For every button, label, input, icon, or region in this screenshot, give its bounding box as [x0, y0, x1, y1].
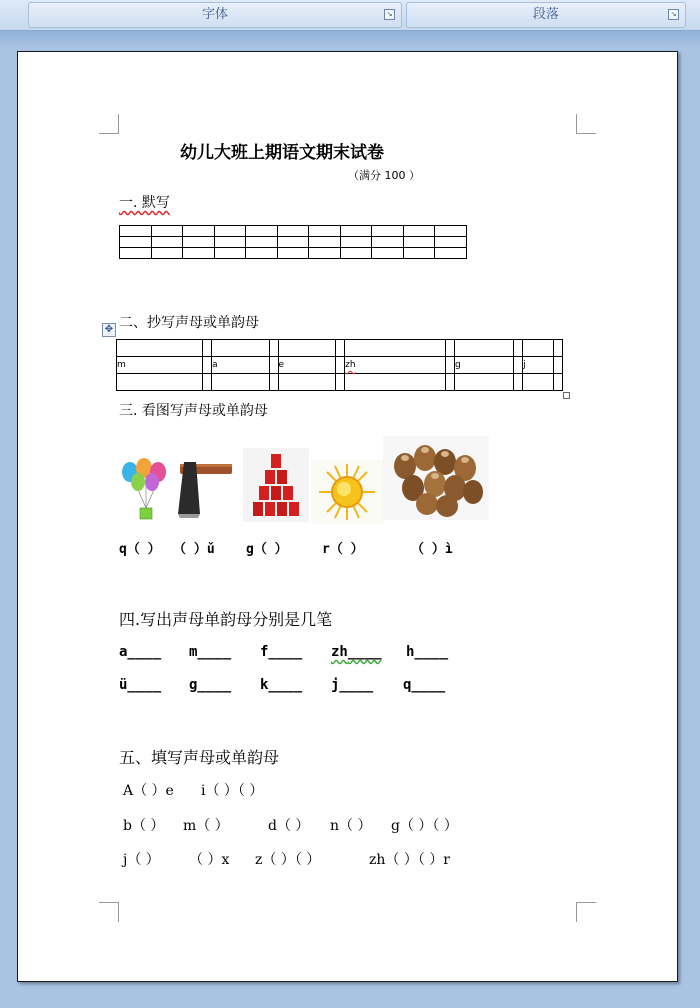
letter-cell-g[interactable]: g — [454, 357, 513, 374]
hazelnuts-image[interactable] — [383, 436, 489, 520]
font-group[interactable] — [28, 2, 402, 28]
answer-u[interactable]: （ ）ǔ — [173, 542, 215, 557]
fill-x[interactable]: （ ）x — [189, 852, 230, 868]
letter-cell-m[interactable]: m — [117, 357, 203, 374]
fill-d[interactable]: d（ ） — [268, 818, 310, 834]
paragraph-group[interactable] — [406, 2, 686, 28]
stroke-g[interactable]: g____ — [189, 677, 232, 693]
margin-corner-top-right — [576, 114, 596, 134]
answer-g[interactable]: g（ ） — [246, 542, 288, 557]
section4-heading[interactable]: 四.写出声母单韵母分别是几笔 — [119, 610, 333, 629]
fill-m[interactable]: m（ ） — [183, 818, 229, 834]
answer-i[interactable]: （ ）ì — [411, 542, 453, 557]
page-subtitle[interactable]: （满分 100 ） — [348, 169, 420, 182]
section1-heading[interactable]: 一. 默写 — [119, 195, 170, 211]
font-dialog-launcher-icon[interactable]: ↘ — [384, 9, 395, 20]
fill-i[interactable]: i（ ）（ ） — [201, 783, 264, 799]
sun-image[interactable] — [311, 460, 383, 524]
answer-q[interactable]: q（ ） — [119, 542, 161, 557]
section5-heading[interactable]: 五、填写声母或单韵母 — [119, 748, 280, 767]
balloons-image[interactable] — [118, 458, 174, 520]
fill-zh[interactable]: zh（ ）（ ）r — [369, 852, 450, 868]
stroke-zh[interactable]: zh____ — [331, 644, 382, 660]
cans-tower-image[interactable] — [243, 448, 309, 522]
answer-r[interactable]: r（ ） — [322, 542, 364, 557]
stroke-k[interactable]: k____ — [260, 677, 303, 693]
fill-z[interactable]: z（ ）（ ） — [255, 852, 321, 868]
document-page[interactable] — [17, 51, 678, 982]
stroke-f[interactable]: f____ — [260, 644, 303, 660]
workspace-background — [0, 31, 700, 47]
stroke-u[interactable]: ü____ — [119, 677, 162, 693]
stroke-j[interactable]: j____ — [331, 677, 374, 693]
dictation-table[interactable] — [119, 225, 467, 259]
axe-image[interactable] — [176, 456, 234, 520]
stroke-m[interactable]: m____ — [189, 644, 232, 660]
stroke-q[interactable]: q____ — [403, 677, 446, 693]
margin-corner-bottom-right — [576, 902, 596, 922]
fill-n[interactable]: n（ ） — [330, 818, 372, 834]
table-move-handle-icon[interactable]: ✥ — [102, 323, 116, 337]
fill-j[interactable]: j（ ） — [123, 852, 160, 868]
stroke-h[interactable]: h____ — [406, 644, 449, 660]
stroke-a[interactable]: a____ — [119, 644, 162, 660]
section3-heading[interactable]: 三. 看图写声母或单韵母 — [119, 403, 268, 419]
table-resize-handle[interactable] — [563, 392, 570, 399]
section2-heading[interactable]: 二、抄写声母或单韵母 — [119, 315, 259, 331]
copy-letters-table[interactable] — [116, 339, 563, 391]
fill-g[interactable]: g（ ）（ ） — [391, 818, 458, 834]
font-group-label: 字体 — [201, 7, 228, 22]
ribbon-strip — [0, 0, 700, 31]
page-title[interactable]: 幼儿大班上期语文期末试卷 — [180, 143, 384, 163]
letter-cell-a[interactable]: a — [212, 357, 270, 374]
fill-b[interactable]: b（ ） — [123, 818, 165, 834]
fill-A-e[interactable]: A（ ）e — [123, 783, 174, 799]
letter-cell-e[interactable]: e — [278, 357, 336, 374]
letter-cell-j[interactable]: j — [523, 357, 554, 374]
letter-cell-zh[interactable]: zh — [345, 357, 446, 374]
margin-corner-top-left — [99, 114, 119, 134]
margin-corner-bottom-left — [99, 902, 119, 922]
paragraph-dialog-launcher-icon[interactable]: ↘ — [668, 9, 679, 20]
paragraph-group-label: 段落 — [532, 7, 559, 22]
